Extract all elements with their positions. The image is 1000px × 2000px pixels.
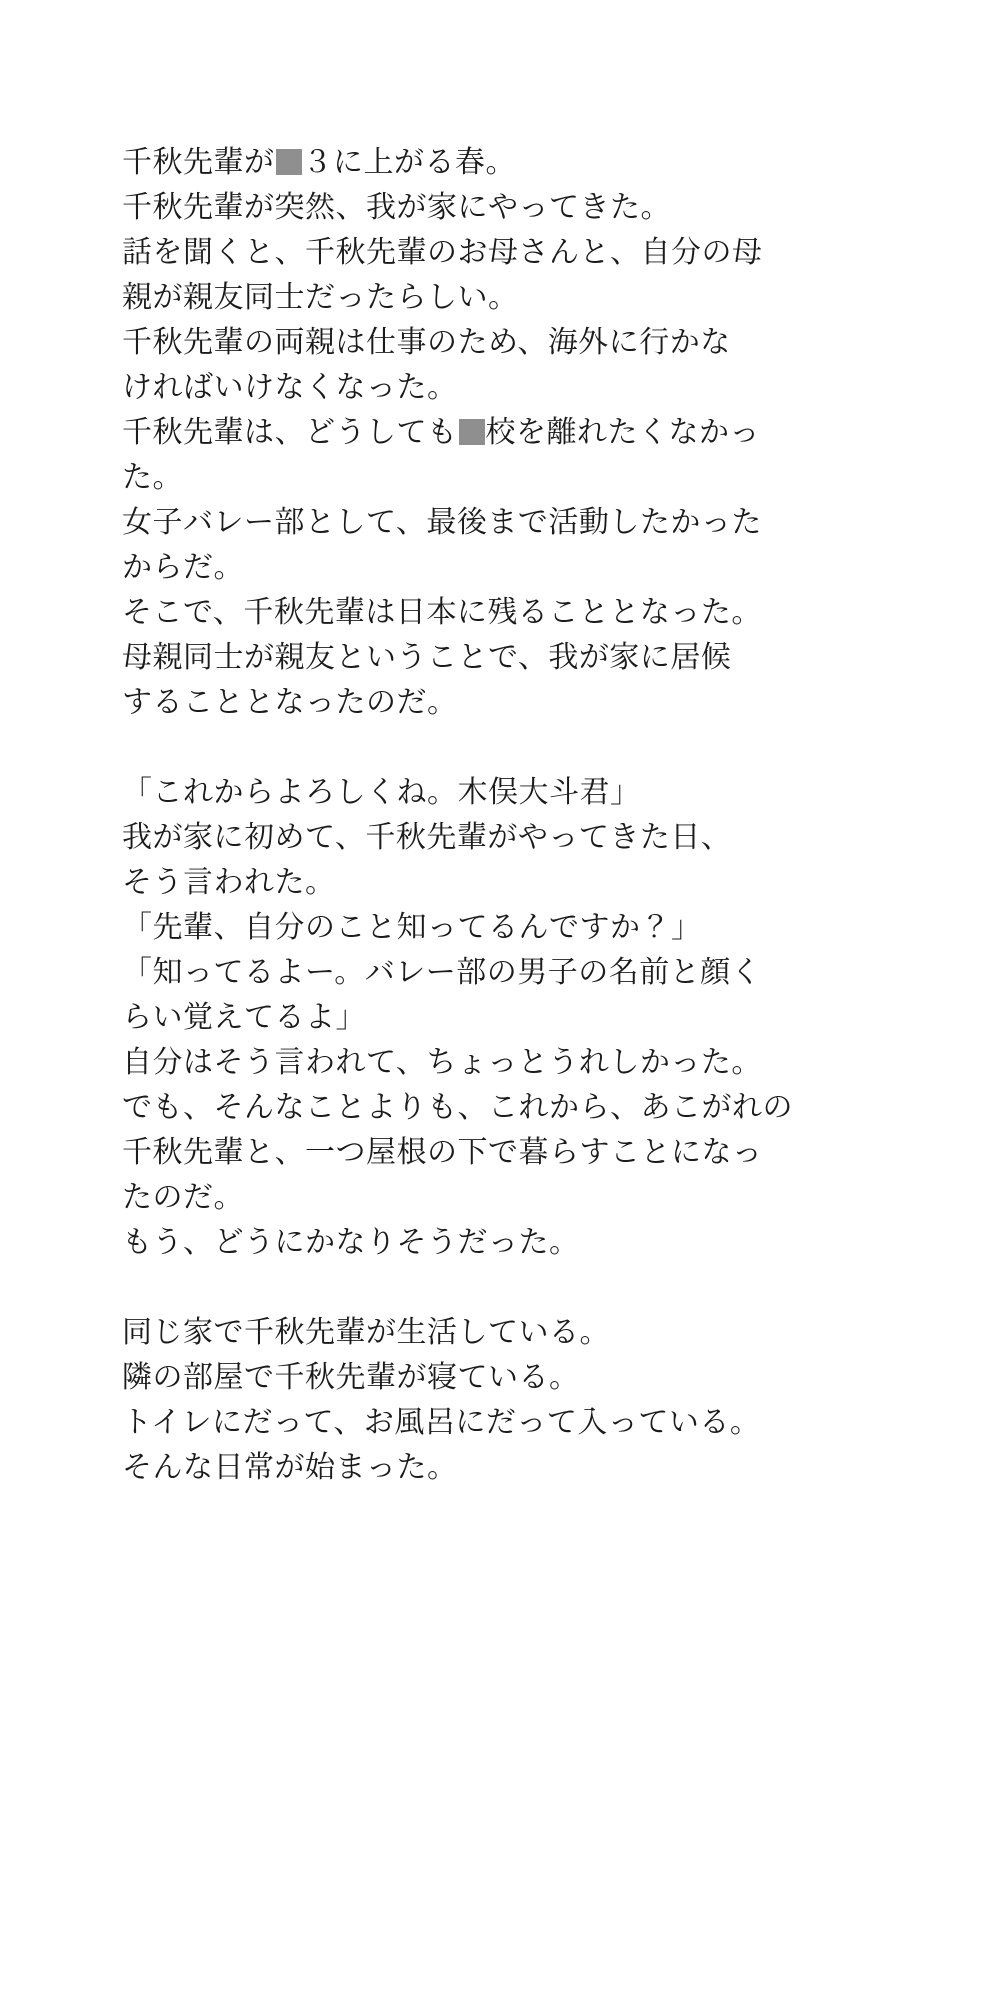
- text-segment: 「これからよろしくね。木俣大斗君」: [122, 775, 641, 810]
- text-segment: 女子バレー部として、最後まで活動したかった: [122, 505, 762, 540]
- text-segment: ければいけなくなった。: [122, 370, 458, 405]
- text-line: [122, 185, 888, 230]
- text-line: [122, 410, 888, 455]
- text-segment: トイレにだって、お風呂にだって入っている。: [122, 1405, 761, 1440]
- text-line: [122, 1220, 888, 1265]
- text-line: [122, 140, 888, 185]
- text-segment: 話を聞くと、千秋先輩のお母さんと、自分の母: [122, 235, 763, 270]
- text-segment: 校を離れたくなかっ: [485, 415, 760, 450]
- redaction-block-icon: [276, 149, 302, 175]
- text-segment: そう言われた。: [122, 865, 336, 900]
- text-line: [122, 1400, 888, 1445]
- text-segment: らい覚えてるよ」: [122, 1000, 366, 1035]
- text-segment: 千秋先輩が突然、我が家にやってきた。: [122, 190, 671, 225]
- paragraph-3: [122, 1310, 888, 1490]
- text-segment: た。: [122, 460, 183, 495]
- text-segment: することとなったのだ。: [122, 685, 458, 720]
- text-line: [122, 860, 888, 905]
- text-segment: たのだ。: [122, 1180, 244, 1215]
- paragraph-spacer: [122, 725, 888, 770]
- text-line: [122, 320, 888, 365]
- text-line: [122, 635, 888, 680]
- text-segment: 母親同士が親友ということで、我が家に居候: [122, 640, 732, 675]
- text-line: [122, 500, 888, 545]
- text-line: [122, 1355, 888, 1400]
- text-segment: 同じ家で千秋先輩が生活している。: [122, 1315, 610, 1350]
- text-segment: 我が家に初めて、千秋先輩がやってきた日、: [122, 820, 732, 855]
- text-segment: 千秋先輩が: [122, 145, 275, 180]
- text-line: [122, 815, 888, 860]
- text-segment: ３に上がる春。: [302, 145, 516, 180]
- text-line: [122, 905, 888, 950]
- text-segment: そこで、千秋先輩は日本に残ることとなった。: [122, 595, 762, 630]
- paragraph-spacer: [122, 1265, 888, 1310]
- text-line: [122, 275, 888, 320]
- text-line: [122, 770, 888, 815]
- text-segment: 千秋先輩は、どうしても: [122, 415, 458, 450]
- story-text-body: [122, 140, 888, 1490]
- text-line: [122, 1175, 888, 1220]
- text-line: [122, 365, 888, 410]
- text-segment: 千秋先輩と、一つ屋根の下で暮らすことになっ: [122, 1135, 763, 1170]
- text-line: [122, 995, 888, 1040]
- text-line: [122, 680, 888, 725]
- text-line: [122, 1085, 888, 1130]
- text-segment: 千秋先輩の両親は仕事のため、海外に行かな: [122, 325, 731, 360]
- text-segment: からだ。: [122, 550, 244, 585]
- text-segment: 「知ってるよー。バレー部の男子の名前と顔く: [122, 955, 762, 990]
- paragraph-2: [122, 770, 888, 1265]
- paragraph-1: [122, 140, 888, 725]
- text-line: [122, 1130, 888, 1175]
- text-segment: 隣の部屋で千秋先輩が寝ている。: [122, 1360, 580, 1395]
- text-segment: 自分はそう言われて、ちょっとうれしかった。: [122, 1045, 762, 1080]
- text-segment: もう、どうにかなりそうだった。: [122, 1225, 580, 1260]
- text-line: [122, 590, 888, 635]
- text-segment: でも、そんなことよりも、これから、あこがれの: [122, 1090, 793, 1125]
- text-segment: 「先輩、自分のこと知ってるんですか？」: [122, 910, 702, 945]
- text-line: [122, 1310, 888, 1355]
- text-line: [122, 1040, 888, 1085]
- text-line: [122, 230, 888, 275]
- text-segment: そんな日常が始まった。: [122, 1450, 458, 1485]
- redaction-block-icon: [459, 419, 485, 445]
- text-line: [122, 545, 888, 590]
- text-segment: 親が親友同士だったらしい。: [122, 280, 519, 315]
- text-line: [122, 950, 888, 995]
- text-line: [122, 455, 888, 500]
- text-line: [122, 1445, 888, 1490]
